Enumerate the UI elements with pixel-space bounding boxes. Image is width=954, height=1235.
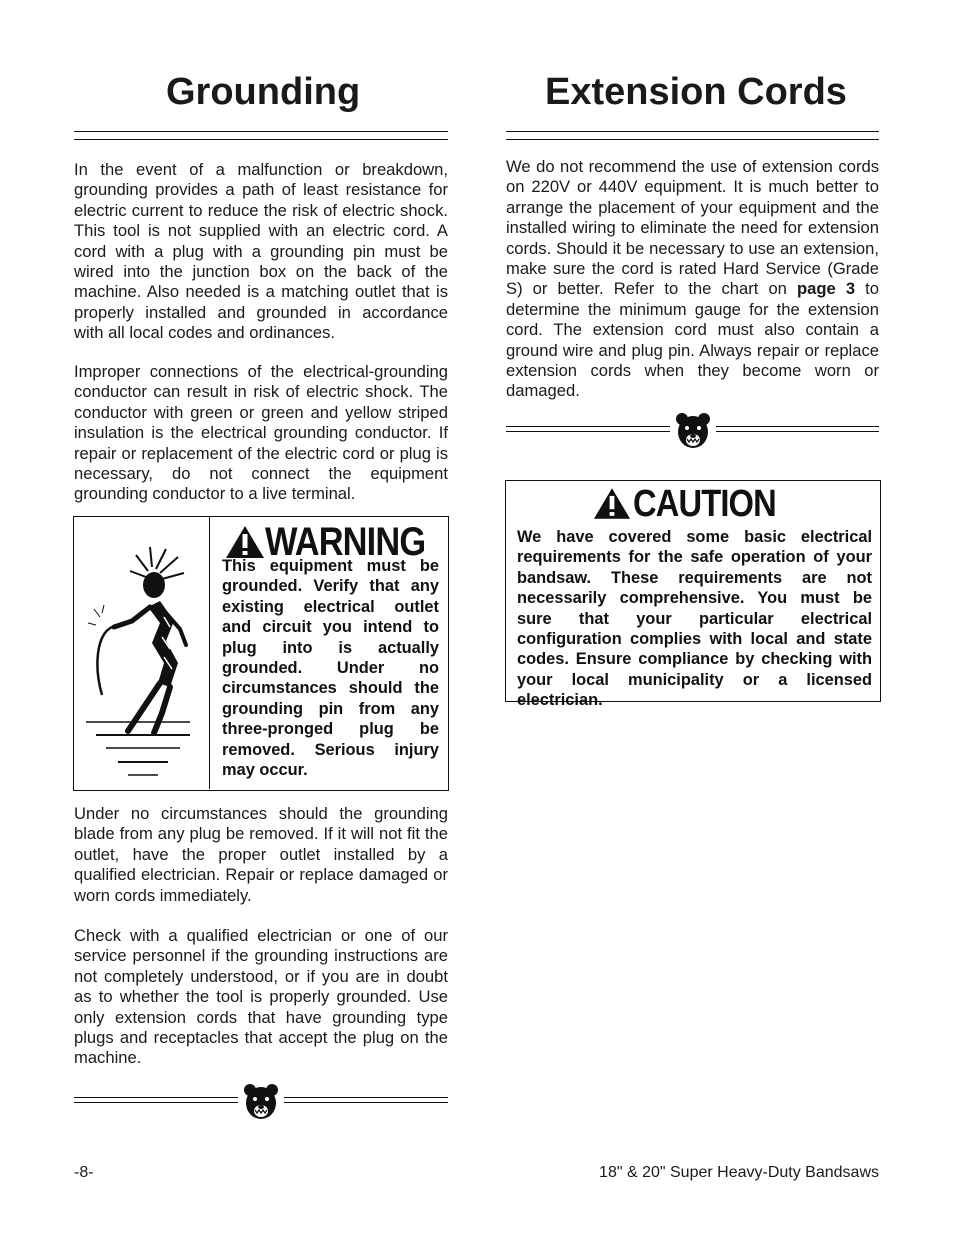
warning-label: WARNING — [265, 520, 426, 564]
caution-box — [505, 480, 881, 710]
warning-box — [73, 516, 449, 791]
extension-cords-paragraph — [506, 157, 879, 402]
grounding-paragraph-3: Under no circumstances should the grounding blade from any plug be removed. If it will not fit the outlet, have the proper outlet installed by a qualified electrician. Repair or replace damaged or worn cords immediately. — [74, 804, 448, 905]
caution-label: CAUTION — [633, 483, 776, 525]
extension-cords-text-2: to determine the minimum gauge for the extension cord. The extension cord must also contain a ground wire and plug pin. Always repair or replace extension cords when they become worn or damaged. — [506, 279, 879, 401]
right-divider-line-left — [506, 426, 670, 432]
electric-shock-figure-icon — [74, 517, 208, 789]
grounding-title: Grounding — [166, 71, 361, 113]
grounding-paragraph-4: Check with a qualified electrician or one of our service personnel if the grounding instructions are not completely understood, or if you are in doubt as to whether the tool is properly grounded. Use only extension cords that have grounding type plugs and receptacles that accept the plug on the machine. — [74, 926, 448, 1068]
warning-triangle-icon — [593, 487, 631, 520]
warning-image-panel — [74, 517, 210, 789]
warning-triangle-icon — [225, 525, 265, 559]
grounding-paragraph-2: Improper connections of the electrical-grounding conductor can result in risk of electric shock. The conductor with green or green and yellow striped insulation is the electrical grounding conductor. If repair or replacement of the electric cord or plug is necessary, do not connect the equipment grounding conductor to a live terminal. — [74, 362, 448, 504]
page-3-reference: page 3 — [797, 279, 856, 299]
bear-logo-icon — [243, 1083, 279, 1121]
extension-cords-title: Extension Cords — [545, 71, 847, 113]
left-divider-line-left — [74, 1097, 238, 1103]
grounding-paragraph-1: In the event of a malfunction or breakdown, grounding provides a path of least resistance for electric current to reduce the risk of electric shock. This tool is not supplied with an electric cord. A cord with a plug with a grounding pin must be wired into the junction box on the back of the machine. Also needed is a matching outlet that is properly installed and grounded in accordance with all local codes and ordinances. — [74, 160, 448, 343]
extension-cords-title-rule — [506, 131, 879, 140]
caution-text: We have covered some basic electrical requirements for the safe operation of your bandsaw. These requirements are not necessarily comprehensive. You must be sure that your particular electrical configuration complies with local and state codes. Ensure compliance by checking with your local municipality or a licensed electrician. — [517, 528, 872, 710]
right-divider-line-right — [716, 426, 879, 432]
left-divider-line-right — [284, 1097, 448, 1103]
bear-logo-icon — [675, 412, 711, 450]
extension-cords-text-1: We do not recommend the use of extension cords on 220V or 440V equipment. It is much better to arrange the placement of your equipment and the installed wiring to eliminate the need for extension cords. Should it be necessary to use an extension, make sure the cord is rated Hard Service (Grade S) or better. Refer to the chart on — [506, 157, 879, 299]
document-title: 18" & 20" Super Heavy-Duty Bandsaws — [599, 1164, 879, 1181]
warning-text: This equipment must be grounded. Verify that any existing electrical outlet and circuit you intend to plug into is actually grounded. Under no circumstances should the grounding pin from any three-pronged plug be removed. Serious injury may occur. — [222, 557, 439, 780]
page-number: -8- — [74, 1164, 94, 1181]
grounding-title-rule — [74, 131, 448, 140]
